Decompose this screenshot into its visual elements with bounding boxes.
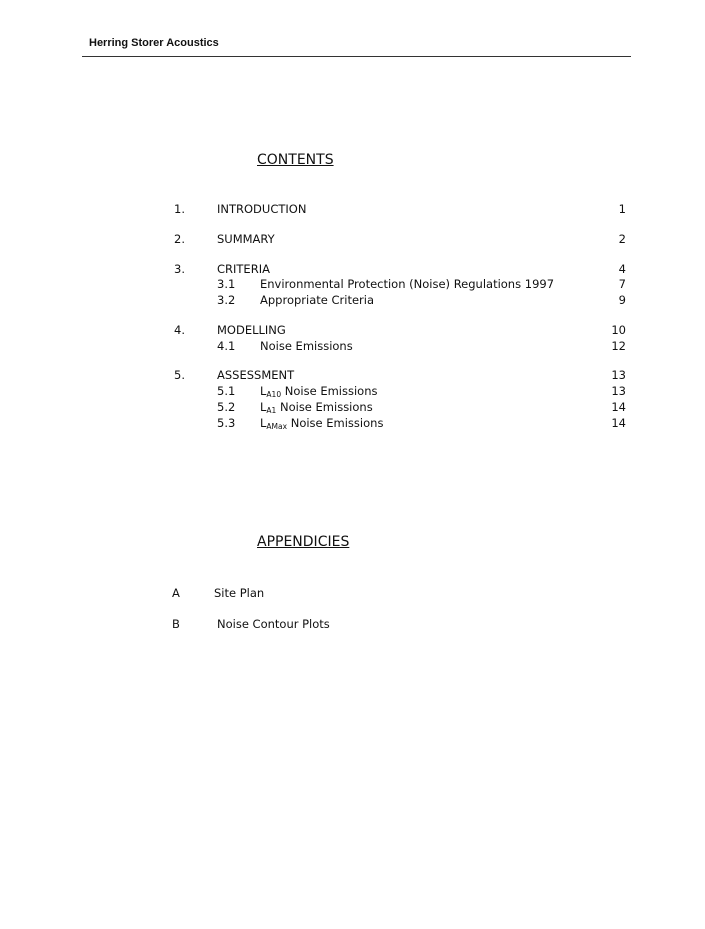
noise-symbol-subscript: A1 bbox=[266, 406, 277, 415]
toc-entry-title: INTRODUCTION bbox=[217, 202, 307, 216]
toc-entry-number: 4. bbox=[174, 323, 185, 337]
toc-entry-number: 2. bbox=[174, 232, 185, 246]
noise-symbol: L bbox=[260, 416, 267, 430]
company-name: Herring Storer Acoustics bbox=[89, 37, 219, 49]
toc-entry-number: 5.3 bbox=[217, 416, 236, 430]
toc-entry-page: 2 bbox=[618, 232, 626, 246]
toc-entry-title: ASSESSMENT bbox=[217, 368, 295, 382]
appendix-title: Site Plan bbox=[214, 586, 265, 600]
toc-entry-title-text: Noise Emissions bbox=[281, 384, 378, 398]
toc-entry-number: 3. bbox=[174, 262, 185, 276]
appendix-letter: B bbox=[172, 617, 180, 631]
toc-entry-page: 14 bbox=[611, 416, 626, 430]
toc-entry-page: 9 bbox=[618, 293, 626, 307]
toc-entry-title-text: Noise Emissions bbox=[287, 416, 384, 430]
toc-entry-number: 5.2 bbox=[217, 400, 236, 414]
toc-entry-page: 14 bbox=[611, 400, 626, 414]
toc-entry-page: 12 bbox=[611, 339, 626, 353]
toc-entry-title: Noise Emissions bbox=[260, 339, 353, 353]
toc-entry-page: 4 bbox=[618, 262, 626, 276]
toc-entry-title: SUMMARY bbox=[217, 232, 275, 246]
noise-symbol: L bbox=[260, 384, 267, 398]
toc-entry-title-text: Noise Emissions bbox=[276, 400, 373, 414]
noise-symbol-subscript: AMax bbox=[266, 422, 288, 431]
toc-entry-page: 7 bbox=[618, 277, 626, 291]
toc-entry-number: 3.2 bbox=[217, 293, 236, 307]
toc-entry-number: 1. bbox=[174, 202, 185, 216]
toc-entry-title bbox=[260, 416, 383, 434]
toc-entry-title: Environmental Protection (Noise) Regulations 1997 bbox=[260, 277, 555, 291]
contents-title: CONTENTS bbox=[257, 152, 334, 168]
appendices-title: APPENDICIES bbox=[257, 534, 350, 550]
toc-entry-title: MODELLING bbox=[217, 323, 286, 337]
appendix-letter: A bbox=[172, 586, 180, 600]
toc-entry-number: 3.1 bbox=[217, 277, 236, 291]
toc-entry-page: 10 bbox=[611, 323, 626, 337]
toc-entry-number: 5. bbox=[174, 368, 185, 382]
toc-entry-title: Appropriate Criteria bbox=[260, 293, 374, 307]
noise-symbol-subscript: A10 bbox=[266, 390, 282, 399]
toc-entry-title: CRITERIA bbox=[217, 262, 270, 276]
header-divider bbox=[82, 56, 631, 57]
toc-entry-number: 5.1 bbox=[217, 384, 236, 398]
toc-entry-page: 13 bbox=[611, 384, 626, 398]
noise-symbol: L bbox=[260, 400, 267, 414]
toc-entry-page: 13 bbox=[611, 368, 626, 382]
toc-entry-number: 4.1 bbox=[217, 339, 236, 353]
appendix-title: Noise Contour Plots bbox=[217, 617, 330, 631]
toc-entry-page: 1 bbox=[618, 202, 626, 216]
